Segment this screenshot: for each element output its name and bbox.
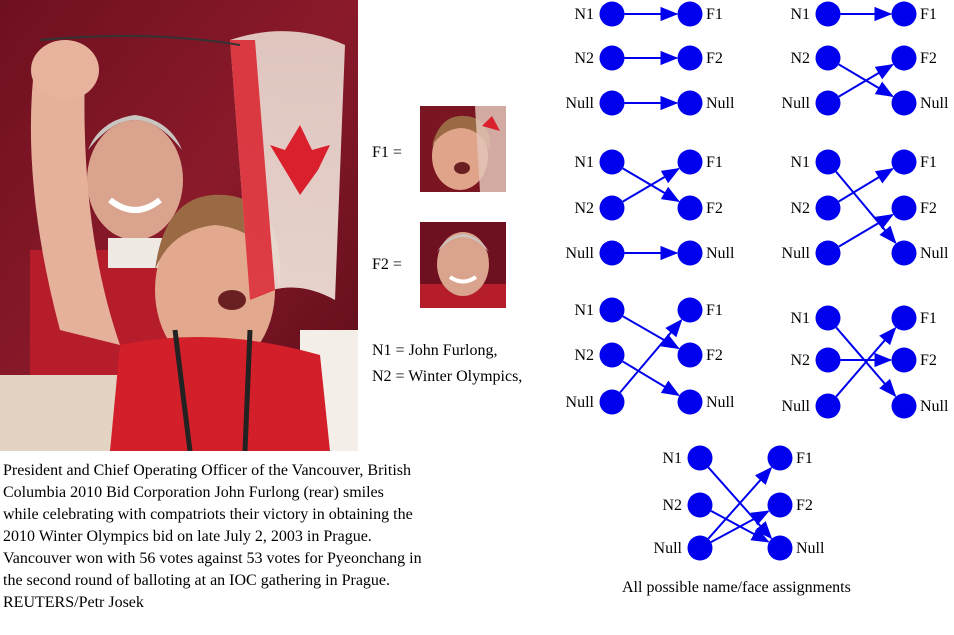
assignment-panel [654,446,825,561]
assignment-panel [566,150,735,266]
face-node-label: F2 [920,200,937,217]
name-node [600,150,625,175]
name-node-label: N1 [790,154,810,171]
face-node-label: F2 [920,352,937,369]
name-node-label: Null [565,394,594,411]
face-node [678,343,703,368]
name-node [816,394,841,419]
name-label-n2: N2 = Winter Olympics, [372,368,523,385]
name-node [600,241,625,266]
face-node-label: Null [706,394,735,411]
name-node [816,196,841,221]
name-node [816,348,841,373]
name-node [600,298,625,323]
name-node [816,91,841,116]
name-node-label: N2 [790,50,810,67]
face-node [678,196,703,221]
face-node [892,91,917,116]
name-node-label: N1 [574,154,594,171]
name-node [600,196,625,221]
face-node [678,91,703,116]
name-node-label: N1 [574,6,594,23]
name-label-n1: N1 = John Furlong, [372,342,498,359]
name-node [816,241,841,266]
graph-title: All possible name/face assignments [622,579,851,596]
name-node-label: N2 [574,50,594,67]
face-node [892,348,917,373]
assignment-edge [836,172,895,243]
name-node-label: Null [781,95,810,112]
name-node-label: N2 [574,347,594,364]
face-node [678,390,703,415]
name-node-label: Null [653,540,682,557]
face-node-label: F1 [920,6,937,23]
assignment-panel [566,298,735,415]
name-node-label: Null [781,398,810,415]
name-node-label: N1 [790,310,810,327]
face-node [768,536,793,561]
face-node-label: Null [706,95,735,112]
name-node-label: N2 [662,497,682,514]
name-node [600,343,625,368]
name-node-label: N2 [574,200,594,217]
face-node [892,46,917,71]
name-node-label: Null [781,245,810,262]
face-node-label: F1 [920,310,937,327]
face-node-label: Null [920,245,949,262]
face-node-label: F1 [706,302,723,319]
face-node [892,2,917,27]
face-label-f1: F1 = [372,144,402,161]
name-node [600,2,625,27]
name-node [600,390,625,415]
face-node-label: Null [920,95,949,112]
face-node-label: F2 [706,200,723,217]
face-node-label: F2 [706,347,723,364]
face-node-label: F1 [706,6,723,23]
face-node-label: Null [706,245,735,262]
face-node-label: F1 [796,450,813,467]
name-node-label: N1 [662,450,682,467]
name-node-label: N1 [574,302,594,319]
name-node [600,91,625,116]
assignment-panel [782,2,949,116]
photo-caption: President and Chief Operating Officer of the Vancouver, British Columbia 2010 Bid Corporation John Furlong (rear) smiles while celebrating with compatriots their victory in obtaining the 2010 Winter Olympics bid on late July 2, 2003 in Prague. Vancouver won with 56 votes against 53 votes for Pyeonchang in the second round of balloting at an IOC gathering in Prague. REUTERS/Petr Josek [3,462,422,611]
face-node [892,150,917,175]
name-node-label: Null [565,245,594,262]
face-node [678,46,703,71]
name-node-label: N2 [790,352,810,369]
assignment-panel [566,2,735,116]
face-label-f2: F2 = [372,256,402,273]
name-node [816,46,841,71]
face-node-label: F1 [706,154,723,171]
face-node-label: Null [920,398,949,415]
assignment-panel [782,306,949,419]
face-node [892,394,917,419]
name-node [688,493,713,518]
name-node [600,46,625,71]
name-node [816,306,841,331]
face-node [678,2,703,27]
name-node [816,2,841,27]
name-node-label: N1 [790,6,810,23]
assignment-edge [620,320,681,392]
face-node [678,241,703,266]
face-node [892,241,917,266]
name-node [688,536,713,561]
face-node-label: F1 [920,154,937,171]
face-node [892,196,917,221]
face-node-label: F2 [920,50,937,67]
face-node [768,446,793,471]
face-node-label: F2 [796,497,813,514]
name-node-label: N2 [790,200,810,217]
face-node-label: Null [796,540,825,557]
face-node [768,493,793,518]
name-node [816,150,841,175]
face-node [678,298,703,323]
name-node [688,446,713,471]
face-node [678,150,703,175]
face-node-label: F2 [706,50,723,67]
assignment-panel [782,150,949,266]
name-node-label: Null [565,95,594,112]
face-node [892,306,917,331]
